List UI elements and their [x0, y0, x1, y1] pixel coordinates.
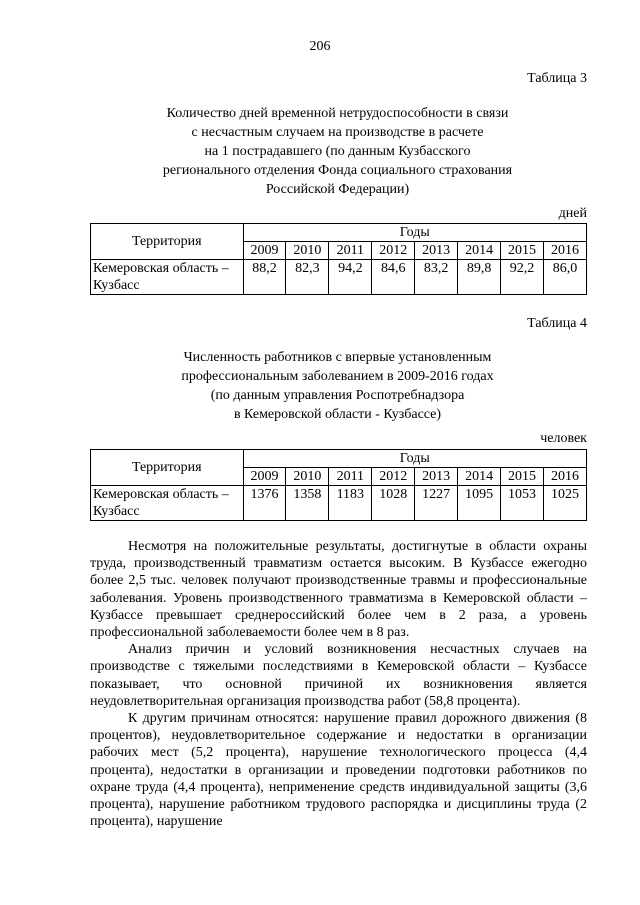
table4-year: 2014 — [458, 468, 501, 486]
table3-value: 89,8 — [458, 260, 501, 295]
table3 — [90, 223, 587, 295]
table-row — [91, 486, 587, 521]
table3-header-territory: Территория — [91, 224, 244, 260]
table4-caption-line: профессиональным заболеванием в 2009-2016 годах — [181, 369, 494, 384]
table4-header-territory: Территория — [91, 450, 244, 486]
table4-caption — [90, 348, 585, 424]
table3-territory-cell: Кемеровская область – Кузбасс — [91, 260, 244, 295]
table4-value: 1376 — [243, 486, 286, 521]
table3-value: 92,2 — [501, 260, 544, 295]
table4-value: 1183 — [329, 486, 372, 521]
table4-year: 2011 — [329, 468, 372, 486]
table3-year: 2012 — [372, 242, 415, 260]
table3-year: 2010 — [286, 242, 329, 260]
body-text — [90, 538, 587, 830]
table4-value: 1358 — [286, 486, 329, 521]
paragraph: Несмотря на положительные результаты, достигнутые в области охраны труда, производственный травматизм остается высоким. В Кузбассе ежегодно более 2,5 тыс. человек получают производственные травмы и профессиональные заболевания. Уровень производственного травматизма в Кемеровской области – Кузбассе превышает среднероссийский более чем в 2 раза, а уровень профессиональной заболеваемости более чем в 8 раз. — [90, 539, 587, 641]
table3-value: 94,2 — [329, 260, 372, 295]
table4-year: 2010 — [286, 468, 329, 486]
table4-header-years: Годы — [243, 450, 586, 468]
table4-value: 1227 — [415, 486, 458, 521]
table3-caption-line: Российской Федерации) — [265, 182, 410, 197]
table4-year: 2012 — [372, 468, 415, 486]
paragraph: К другим причинам относятся: нарушение правил дорожного движения (8 процентов), неудовлетворительное содержание и недостатки в организации рабочих мест (5,2 процента), нарушение технологического процесса (4,4 процента), недостатки в организации и проведении подготовки работников по охране труда (4,4 процента), неприменение средств индивидуальной защиты (3,6 процента), нарушение работником трудового распорядка и дисциплины труда (2 процента), нарушение — [90, 711, 587, 830]
table4-caption-line: Численность работников с впервые установленным — [183, 350, 492, 365]
table3-caption-line: Количество дней временной нетрудоспособности в связи — [166, 106, 509, 121]
table4-value: 1095 — [458, 486, 501, 521]
table4-year: 2009 — [243, 468, 286, 486]
table4-year: 2013 — [415, 468, 458, 486]
page-number: 206 — [309, 39, 331, 54]
table4-caption-line: (по данным управления Роспотребнадзора — [210, 388, 465, 403]
table-row — [91, 260, 587, 295]
table4-label: Таблица 4 — [527, 316, 587, 331]
table3-label: Таблица 3 — [527, 71, 587, 86]
paragraph: Анализ причин и условий возникновения несчастных случаев на производстве с тяжелыми последствиями в Кемеровской области – Кузбассе показывает, что основной причиной их возникновения является неудовлетворительная организация производства работ (58,8 процента). — [90, 642, 587, 709]
table4-unit: человек — [540, 431, 587, 446]
table4-territory-cell: Кемеровская область – Кузбасс — [91, 486, 244, 521]
table3-year: 2014 — [458, 242, 501, 260]
table3-year: 2009 — [243, 242, 286, 260]
table3-year: 2011 — [329, 242, 372, 260]
table3-caption-line: на 1 пострадавшего (по данным Кузбасского — [204, 144, 471, 159]
table4-value: 1028 — [372, 486, 415, 521]
table3-value: 83,2 — [415, 260, 458, 295]
table3-value: 88,2 — [243, 260, 286, 295]
table3-value: 82,3 — [286, 260, 329, 295]
table3-caption-line: регионального отделения Фонда социального страхования — [162, 163, 513, 178]
table4-year: 2016 — [543, 468, 586, 486]
table4 — [90, 449, 587, 521]
table4-value: 1025 — [543, 486, 586, 521]
table3-caption — [90, 104, 585, 199]
table4-caption-line: в Кемеровской области - Кузбассе) — [233, 407, 442, 422]
table3-value: 86,0 — [543, 260, 586, 295]
table3-year: 2016 — [543, 242, 586, 260]
table4-value: 1053 — [501, 486, 544, 521]
table4-year: 2015 — [501, 468, 544, 486]
table3-header-years: Годы — [243, 224, 586, 242]
table3-value: 84,6 — [372, 260, 415, 295]
table3-caption-line: с несчастным случаем на производстве в расчете — [191, 125, 484, 140]
table3-unit: дней — [558, 206, 587, 221]
table3-year: 2013 — [415, 242, 458, 260]
table3-year: 2015 — [501, 242, 544, 260]
